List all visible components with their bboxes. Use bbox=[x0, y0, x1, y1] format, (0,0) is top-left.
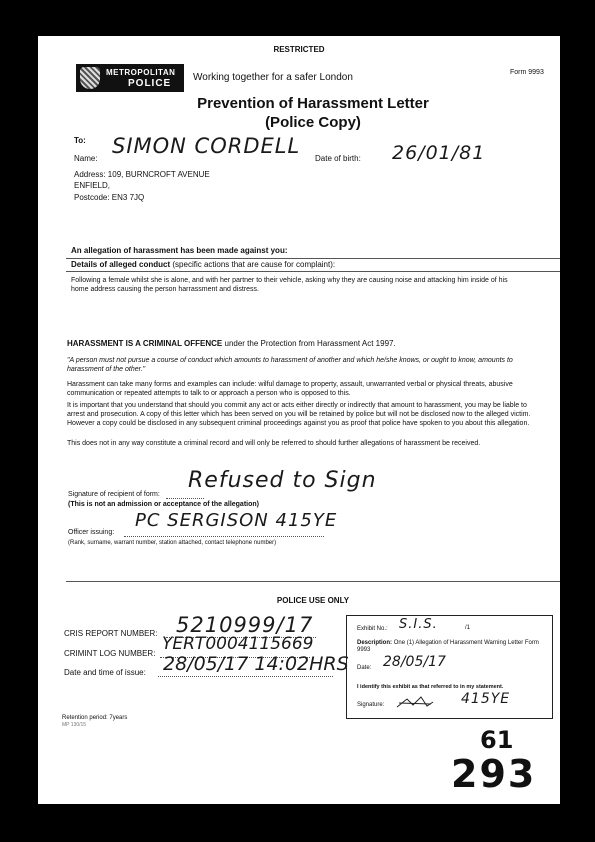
cris-value: 5210999/17 bbox=[176, 613, 314, 637]
address-line1: Address: 109, BURNCROFT AVENUE bbox=[74, 170, 210, 179]
page-number-small: 61 bbox=[480, 726, 514, 754]
address-line2: ENFIELD, bbox=[74, 181, 111, 190]
exhibit-date-label: Date: bbox=[357, 665, 372, 671]
tagline: Working together for a safer London bbox=[193, 72, 353, 83]
form-code: MP 130/15 bbox=[62, 722, 87, 728]
exhibit-box bbox=[346, 615, 553, 719]
officer-issuing-value: PC SERGISON 415YE bbox=[135, 510, 338, 531]
criminal-record-paragraph: This does not in any way constitute a criminal record and will only be referred to should further allegations of harassment be received. bbox=[67, 440, 481, 447]
dob-value: 26/01/81 bbox=[392, 142, 486, 164]
exhibit-label: Exhibit No.: bbox=[357, 626, 388, 632]
officer-hint: (Rank, surname, warrant number, station attached, contact telephone number) bbox=[68, 540, 277, 546]
logo-text-line1: METROPOLITAN bbox=[106, 68, 176, 77]
police-use-heading: POLICE USE ONLY bbox=[276, 596, 350, 605]
retention-period: Retention period: 7years bbox=[62, 715, 128, 721]
dob-label: Date of birth: bbox=[315, 154, 361, 163]
document-page bbox=[38, 36, 560, 804]
details-of-conduct: Details of alleged conduct (specific actions that are cause for complaint): bbox=[71, 260, 336, 269]
legal-quote: "A person must not pursue a course of conduct which amounts to harassment of another and which he/she knows, or ought to know, amounts to harassment of the other." bbox=[67, 357, 513, 373]
document-subtitle: (Police Copy) bbox=[265, 114, 361, 131]
crimint-value: YERT0004115669 bbox=[162, 634, 314, 654]
document-title: Prevention of Harassment Letter bbox=[197, 95, 429, 112]
recipient-signature-label: Signature of recipient of form: bbox=[68, 491, 160, 498]
harassment-forms-paragraph: Harassment can take many forms and examples can include: wilful damage to property, assault, unwarranted verbal or physical threats, abusive communication or repeated attempts to talk to or approach a person who is opposed to this. bbox=[67, 381, 513, 397]
crimint-label: CRIMINT LOG NUMBER: bbox=[64, 649, 156, 658]
name-label: Name: bbox=[74, 154, 98, 163]
offence-heading: HARASSMENT IS A CRIMINAL OFFENCE under the Protection from Harassment Act 1997. bbox=[67, 339, 396, 348]
exhibit-signature-value: 415YE bbox=[461, 691, 511, 707]
name-value: SIMON CORDELL bbox=[112, 134, 301, 158]
form-number: Form 9993 bbox=[510, 69, 544, 76]
exhibit-signature-label: Signature: bbox=[357, 702, 385, 708]
legal-consequences-paragraph: It is important that you understand that should you commit any act or acts either directly or indirectly that amount to harassment, you may be liable to arrest and prosecution. A copy of this letter which has been served on you will be retained by police but will not be disclosed now to the alleged victim. However a copy could be disclosed in any subsequent criminal proceedings against you as proof that police have spoken to you about this allegation. bbox=[67, 402, 531, 427]
signature-scribble-icon bbox=[395, 694, 435, 710]
page-number-large: 293 bbox=[451, 752, 537, 796]
details-text: Following a female whilst she is alone, and with her partner to their vehicle, asking why they are causing noise and attacking him inside of his home address causing the person harrassment and distress. bbox=[71, 277, 508, 293]
metropolitan-police-logo bbox=[76, 64, 184, 92]
recipient-signature-value: Refused to Sign bbox=[188, 468, 377, 493]
allegation-heading: An allegation of harassment has been made against you: bbox=[71, 246, 288, 255]
exhibit-identify-text: I identify this exhibit as that referred to in my statement. bbox=[357, 684, 504, 690]
admission-note: (This is not an admission or acceptance of the allegation) bbox=[68, 501, 259, 508]
crest-icon bbox=[80, 67, 100, 89]
logo-text-line2: POLICE bbox=[128, 78, 172, 89]
restricted-marking: RESTRICTED bbox=[273, 45, 325, 54]
datetime-value: 28/05/17 14:02HRS bbox=[163, 653, 349, 675]
to-label: To: bbox=[74, 136, 86, 145]
datetime-label: Date and time of issue: bbox=[64, 668, 146, 677]
cris-label: CRIS REPORT NUMBER: bbox=[64, 629, 158, 638]
postcode: Postcode: EN3 7JQ bbox=[74, 193, 145, 202]
officer-issuing-label: Officer issuing: bbox=[68, 529, 115, 536]
exhibit-value: S.I.S. bbox=[399, 617, 438, 632]
exhibit-description: Description: One (1) Allegation of Harassment Warning Letter Form 9993 bbox=[357, 640, 539, 653]
exhibit-date-value: 28/05/17 bbox=[383, 654, 446, 670]
exhibit-suffix: /1 bbox=[465, 625, 471, 631]
